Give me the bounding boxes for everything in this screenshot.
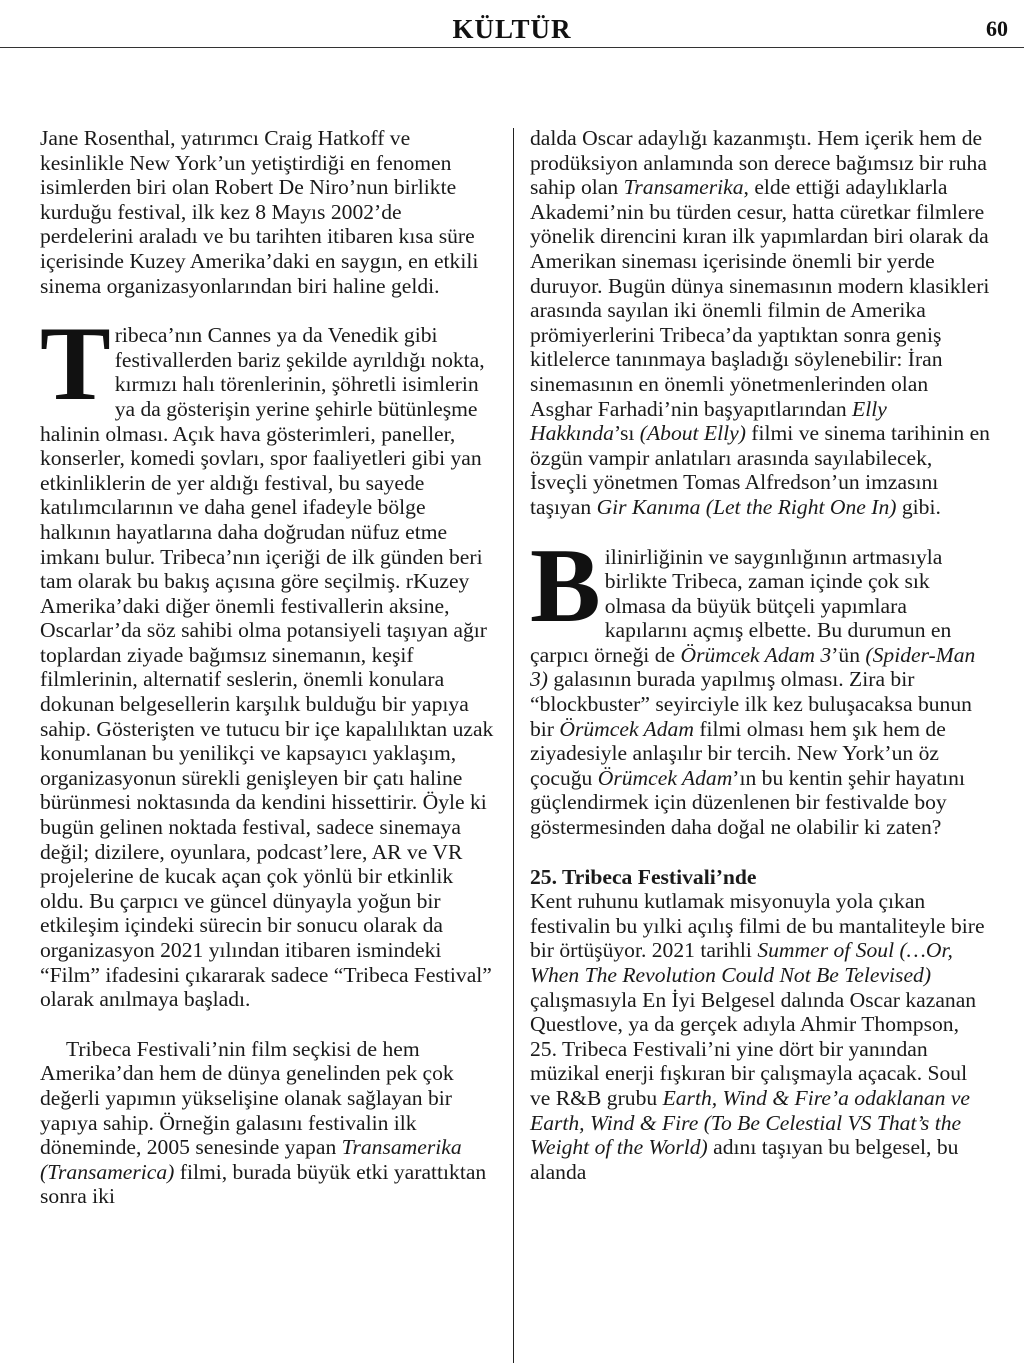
header-rule — [0, 47, 1024, 48]
film-title: Elly Hakkında — [530, 396, 887, 446]
section-subheading: 25. Tribeca Festivali’nde — [530, 864, 757, 889]
paragraph-text: adını taşıyan bu belgesel, bu alanda — [530, 1135, 959, 1184]
paragraph-text: , elde ettiği adaylıklarla Akademi’nin bu türden cesur, hatta cüretkar filmlere yönelik direncini kıran ilk yapımlardan biri olarak da Amerikan sineması içerisinde önemli bir yerde duruyor. Bugün dünya sinemasının modern klasikleri arasında sayılan iki önemli filmin de Amerika prömiyerlerini Tribeca’da yaptıktan sonra geniş kitlelerce tanınmaya başladığı söylenebilir: İran sinemasının en önemli yönetmenlerinden olan Asghar Farhadi’nin başyapıtlarından — [530, 175, 990, 421]
dropcap-paragraph-b — [530, 526, 990, 840]
film-title: Summer of Soul (…Or, When The Revolution Could Not Be Televised) — [530, 938, 953, 987]
film-title: Gir Kanıma (Let the Right One In) — [596, 494, 897, 519]
festival-paragraph — [530, 889, 990, 1184]
film-title: Örümcek Adam 3 — [680, 642, 832, 667]
right-column — [530, 126, 990, 1184]
film-title: Earth, Wind & Fire’a odaklanan ve Earth, Wind & Fire (To Be Celestial VS That’s the Weight of the World) — [530, 1085, 971, 1160]
paragraph-text: çalışmasıyla En İyi Belgesel dalında Oscar kazanan Questlove, ya da gerçek adıyla Ahmir Thompson, 25. Tribeca Festivali’ni yine dört bir yanından müzikal enerji fışkıran bir çalışmayla açacak. Soul ve R&B grubu — [530, 987, 977, 1110]
film-title: (About Elly) — [639, 421, 746, 446]
paragraph-text: dalda Oscar adaylığı kazanmıştı. Hem içerik hem de prodüksiyon anlamında son derece bağımsız bir ruha sahip olan — [530, 126, 987, 200]
paragraph-text: ’ün — [831, 642, 866, 667]
paragraph-text: gibi. — [896, 494, 941, 519]
drop-cap-b: B — [530, 526, 601, 644]
paragraph-text: filmi olması hem şık hem de ziyadesiyle anlaşılır bir tercih. New York’un öz çocuğu — [530, 716, 946, 790]
transamerika-paragraph — [40, 1037, 495, 1209]
paragraph-text: galasının burada yapılmış olması. Zira bir “blockbuster” seyirciyle ilk kez buluşacaksa bunun bir — [530, 667, 972, 741]
drop-cap-t: T — [40, 305, 111, 423]
continued-paragraph — [530, 126, 990, 520]
film-title: (Spider-Man 3) — [530, 642, 976, 692]
page-number: 60 — [986, 16, 1008, 41]
paragraph-text: filmi, burada büyük etki yarattıktan sonra iki — [40, 1159, 487, 1209]
paragraph-text: ’ın bu kentin şehir hayatını güçlendirmek için düzenlenen bir festivalde boy göstermesinden daha doğal ne olabilir ki zaten? — [530, 765, 965, 840]
paragraph-text: Tribeca Festivali’nin film seçkisi de hem Amerika’dan hem de dünya genelinden pek çok değerli yapımın yükselişine olanak sağlayan bir yapıya sahip. Örneğin galasını festivalin ilk döneminde, 2005 senesinde yapan — [40, 1036, 454, 1160]
column-divider — [513, 128, 514, 1363]
left-column — [40, 126, 495, 1209]
paragraph-text: Jane Rosenthal, yatırımcı Craig Hatkoff ve kesinlikle New York’un yetiştirdiği en fenomen isimlerden biri olan Robert De Niro’nun birlikte kurduğu festival, ilk kez 8 Mayıs 2002’de perdelerini araladı ve bu tarihten itibaren kısa süre içerisinde Kuzey Amerika’daki en saygın, en etkili sinema organizasyonlarından biri haline geldi. — [40, 126, 479, 298]
paragraph-text: ilinirliğinin ve saygınlığının artmasıyla birlikte Tribeca, zaman içinde çok sık olmasa da büyük bütçeli yapımlara kapılarını açmış elbette. Bu durumun en çarpıcı örneği de — [530, 544, 952, 667]
film-title: Örümcek Adam — [597, 765, 733, 790]
paragraph-text: Kent ruhunu kutlamak misyonuyla yola çıkan festivalin bu yılki açılış filmi de bu mantaliteyle bire bir örtüşüyor. 2021 tarihli — [530, 889, 985, 963]
section-title: KÜLTÜR — [452, 14, 572, 44]
film-title: Örümcek Adam — [559, 716, 694, 741]
intro-paragraph — [40, 126, 495, 298]
paragraph-text: ’sı — [613, 421, 640, 446]
paragraph-text: ribeca’nın Cannes ya da Venedik gibi festivallerden bariz şekilde ayrıldığı nokta, kırmızı halı törenlerinin, şöhretli isimlerin ya da gösterişin yerine şehirle bütünleşme halinin olması. Açık hava gösterimleri, paneller, konserler, komedi şovları, spor faaliyetleri gibi yan etkinliklerin de yer aldığı festival, bu sayede katılımcılarının ve daha genel ifadeyle bölge halkının hayatlarına daha doğrudan nüfuz etme imkanı bulur. Tribeca’nın içeriği de ilk günden beri tam olarak bu bakış açısına göre seçilmiş. rKuzey Amerika’daki diğer önemli festivallerin aksine, Oscarlar’da söz sahibi olma potansiyeli taşıyan ağır toplardan ziyade bağımsız sinemanın, keşif filmlerinin, alternatif seslerin, önemli konulara dokunan belgesellerin karşılık bulduğu bir yapıya sahip. Gösterişten ve tutucu bir içe kapalılıktan uzak konumlanan bu yenilikçi ve kapsayıcı yaklaşım, organizasyonun sürekli genişleyen bir çatı haline bürünmesi noktasında da kendini hissettirir. Öyle ki bugün gelinen noktada festival, sadece sinemaya değil; dizilere, oyunlara, podcast’lere, AR ve VR projelerine de kucak açan çok yönlü bir etkinlik oldu. Bu çarpıcı ve güncel dünyayla yoğun bir etkileşim içindeki sürecin bir sonucu olarak da organizasyon 2021 yılından itibaren ismindeki “Film” ifadesini çıkararak sadece “Tribeca Festival” olarak anılmaya başladı. — [40, 323, 494, 1012]
page-header — [0, 0, 1024, 48]
film-title: Transamerika (Transamerica) — [40, 1135, 462, 1184]
dropcap-paragraph-t — [40, 305, 495, 1012]
paragraph-text: filmi ve sinema tarihinin en özgün vampir anlatıları arasında sayılabilecek, İsveçli yönetmen Tomas Alfredson’un imzasını taşıyan — [530, 421, 990, 519]
film-title: Transamerika — [623, 175, 744, 200]
